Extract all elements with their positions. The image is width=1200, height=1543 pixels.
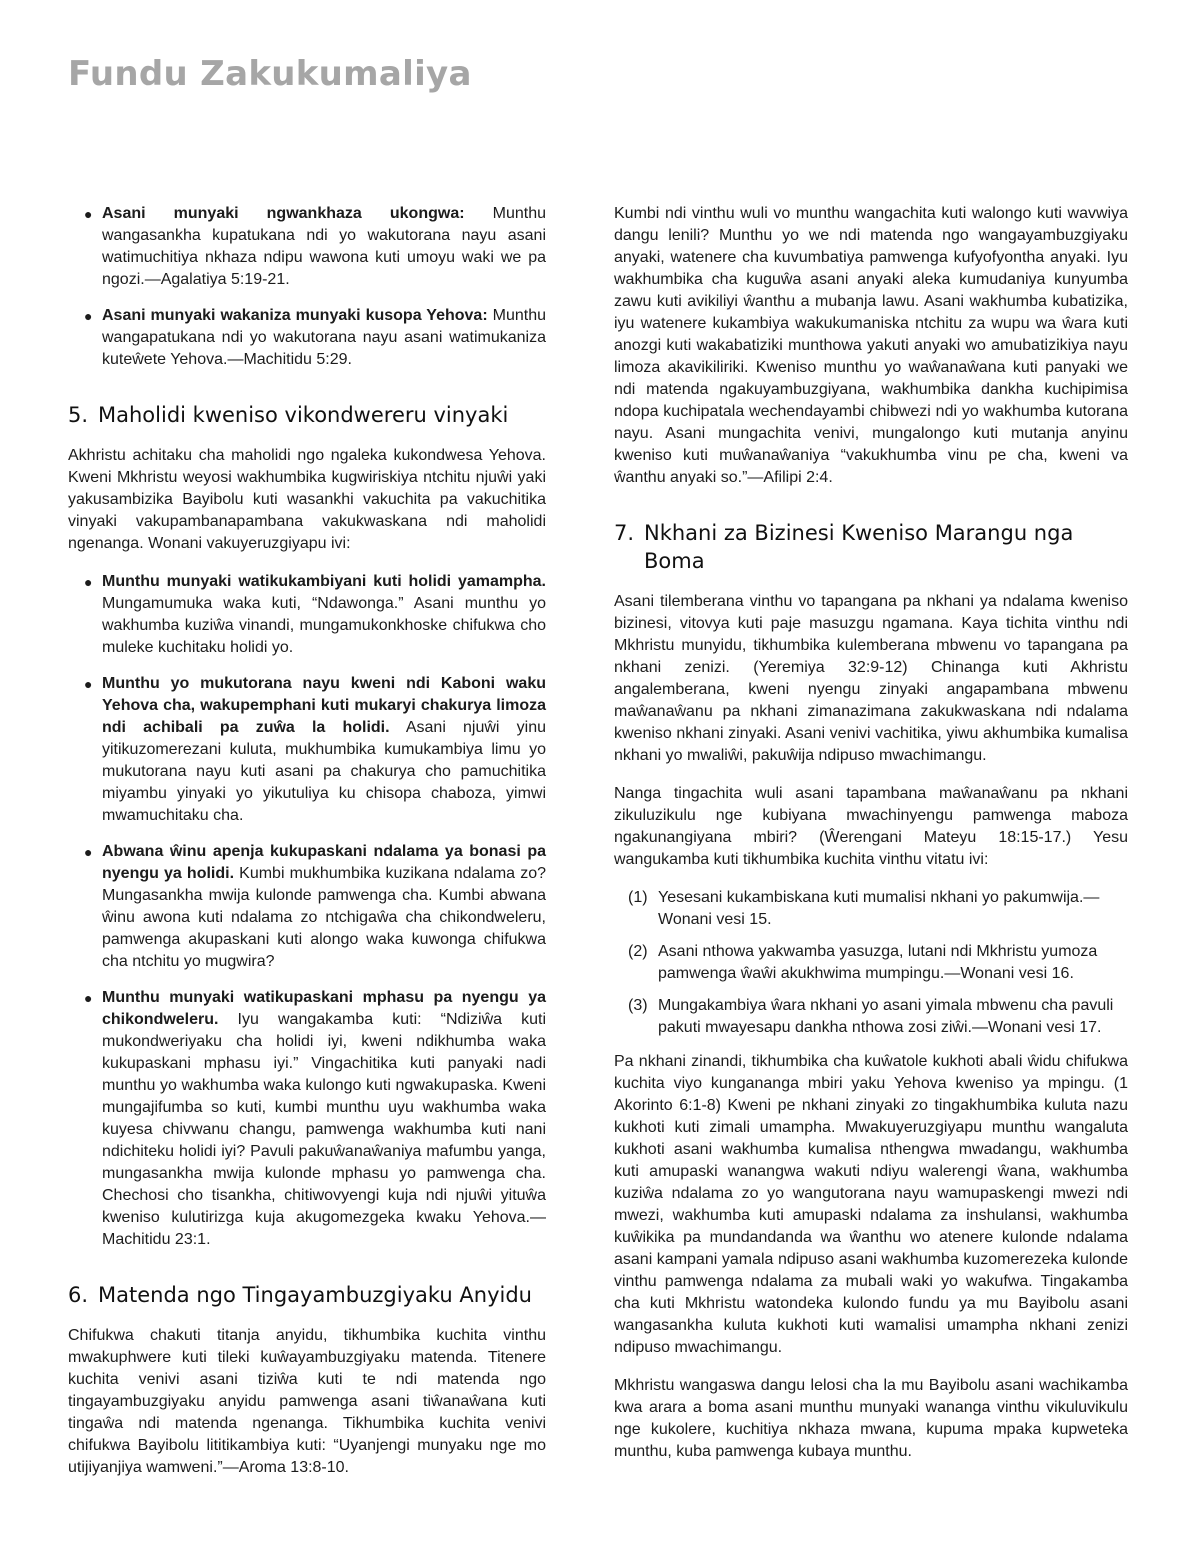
step-marker: (3) [628, 997, 648, 1014]
section-5-heading [68, 401, 546, 429]
list-item [614, 995, 1128, 1039]
bullet-lead: Munthu munyaki watikukambiyani kuti holidi yamampha. [102, 573, 546, 590]
list-item [68, 987, 546, 1251]
left-column [68, 203, 546, 1495]
right-column [614, 203, 1128, 1479]
intro-bullet-list [68, 203, 546, 371]
bullet-lead: Asani munyaki wakaniza munyaki kusopa Yehova: [102, 307, 488, 324]
bullet-text: Asani njuŵi yinu yitikuzomerezani kuluta, mukhumbika kumukambiya limu yo mukutorana nayu kuti asani pa chakurya cho pamuchitika miyambu yinyaki yo yikutuliya ku chisopa chaboza, yimwi mwamuchitaku cha. [102, 719, 546, 824]
section-number: 5. [68, 403, 89, 427]
section-title: Matenda ngo Tingayambuzgiyaku Anyidu [98, 1283, 532, 1307]
section-title: Nkhani za Bizinesi Kweniso Marangu nga Boma [644, 521, 1074, 573]
list-item [68, 571, 546, 659]
continued-paragraph: Kumbi ndi vinthu wuli vo munthu wangachita kuti walongo kuti wavwiya dangu lenili? Munthu yo we ndi matenda ngo wangayambuzgiyaku anyaki, watenere cha kuvumbatiya pamwenga kufyofyontha anyaki. Iyu wakhumbika cha kuguŵa asani anyaki aleka kumudaniya kunyumba zawu kuti avikiliyi ŵanthu a mubanja lawu. Asani wakhumba kubatizika, iyu watenere kukambiya wakukumaniska ntchitu za wupu wa ŵara kuti anozgi kuti wakabatiziki munthowa yakuti anyaki wo amubatizikiya nayu limoza akavikiliriki. Kweniso munthu yo waŵanaŵana kuti panyaki we ndi matenda ngakuyambuzgiyana, wakhumbika dankha kuchipimisa ndopa kuchipatala wechendayambi chibwezi ndi yo wakhumba kutorana nayu. Asani mungachita venivi, mungalongo kuti mutanja anyinu kweniso kuti muŵanaŵaniya “vakukhumba vinu pe cha, kweni va ŵanthu anyaki so.”—Afilipi 2:4. [614, 205, 1128, 486]
bullet-text: Munthu wangasankha kupatukana ndi yo wakutorana nayu asani watimuchitiya nkhaza ndipu wawona kuti umoyu waki we pa ngozi.—Agalatiya 5:19-21. [102, 205, 546, 288]
steps-list [614, 887, 1128, 1039]
section-7-heading [614, 519, 1128, 575]
bullet-icon: ● [84, 844, 93, 860]
step-text: Mungakambiya ŵara nkhani yo asani yimala mbwenu cha pavuli pakuti mwayesapu dankha nthowa zosi ziŵi.—Wonani vesi 17. [658, 997, 1114, 1036]
section-title: Maholidi kweniso vikondwereru vinyaki [98, 403, 509, 427]
step-text: Asani nthowa yakwamba yasuzga, lutani ndi Mkhristu yumoza pamwenga ŵaŵi akukhwima mumpingu.—Wonani vesi 16. [658, 943, 1098, 982]
bullet-text: Kumbi mukhumbika kuzikana ndalama zo? Mungasankha mwija kulonde pamwenga cha. Kumbi abwana ŵinu awona kuti ndalama zo ntchigaŵa cha chikondweleru, pamwenga akupaskani kuti alongo waka kuwonga chifukwa cha ntchitu yo mugwira? [102, 865, 546, 970]
list-item [614, 941, 1128, 985]
section-6-heading [68, 1281, 546, 1309]
bullet-icon: ● [84, 574, 93, 590]
bullet-text: Iyu wangakamba kuti: “Ndiziŵa kuti mukondweriyaku cha holidi iyi, kweni ndikhumba waka kukupaskani mphasu iyi.” Vingachitika kuti panyaki nadi munthu yo wakhumba waka kulongo kuti ngwakupaska. Kweni mungajifumba so kuti, kumbi munthu uyu wakhumba waka kuyesa chivwanu changu, pamwenga wakhumba kuti nani ndichiteku holidi iyi? Pavuli pakuŵanaŵaniya mafumbu yanga, mungasankha mwija kulonde mphasu yo pamwenga cha. Chechosi cho tisankha, chitiwovyengi kuja ndi njuŵi yituŵa kweniso kulutirizga kuja akugomezgeka kwaku Yehova.—Machitidu 23:1. [102, 1011, 546, 1248]
step-text: Yesesani kukambiskana kuti mumalisi nkhani yo pakumwija.—Wonani vesi 15. [658, 889, 1100, 928]
section-number: 7. [614, 521, 635, 545]
list-item [68, 305, 546, 371]
bullet-lead: Abwana ŵinu apenja kukupaskani ndalama ya bonasi pa nyengu ya holidi. [102, 843, 546, 882]
section-5-bullet-list [68, 571, 546, 1251]
bullet-text: Mungamumuka waka kuti, “Ndawonga.” Asani munthu yo wakhumba kuziŵa vinandi, mungamukonkhoske chifukwa cho muleke kuchitaku holidi yo. [102, 595, 546, 656]
section-5-paragraph: Akhristu achitaku cha maholidi ngo ngaleka kukondwesa Yehova. Kweni Mkhristu weyosi wakhumbika kugwiriskiya ntchitu njuŵi yaki yakusambizika Bayibolu kuti wasankhi vakuchita pa vakuchitika vinyaki vakupambanapambana vakukwaskana ndi maholidi ngenanga. Wonani vakuyeruzgiyapu ivi: [68, 447, 546, 552]
bullet-lead: Asani munyaki ngwankhaza ukongwa: [102, 205, 465, 222]
bullet-text: Munthu wangapatukana ndi yo wakutorana nayu asani watimukaniza kuteŵete Yehova.—Machitidu 5:29. [102, 307, 547, 368]
list-item [68, 841, 546, 973]
section-7-paragraph-3: Pa nkhani zinandi, tikhumbika cha kuŵatole kukhoti abali ŵidu chifukwa kuchita viyo kungananga mbiri yaku Yehova kweniso ya mpingu. (1 Akorinto 6:1-8) Kweni pe nkhani zinyaki zo tingakhumbika kuluta nazu kukhoti kuti zimali umampha. Mwakuyeruzgiyapu munthu wangaluta kukhoti asani wakhumba kumalisa nthengwa mwadangu, wakhumba kuti amupaski wanangwa wakuti ndiyu walerengi ŵana, wakhumba kuziŵa ndalama zo yo wangutorana nayu wamupaskengi mwezi ndi mwezi, wakhumba kuti amupaski ndalama za inshulansi, wakhumba kuŵikika pa mundandanda wa ŵanthu wo atenere kulonde ndalama asani kampani yamala ndipuso asani wakhumba kuzomerezeka kulonde vinthu pamwenga ndalama za mubali waki yo wakufwa. Tingakamba cha kuti Mkhristu watondeka kulondo fundu ya mu Bayibolu asani wangasankha kuluta kukhoti kuti wamalisi umampha nkhani zenizi ndipuso mwachimangu. [614, 1053, 1128, 1356]
section-7-paragraph-2: Nanga tingachita wuli asani tapambana maŵanaŵanu pa nkhani zikuluzikulu nge kubiyana mwachinyengu pamwenga maboza ngakunangiyana mbiri? (Ŵerengani Mateyu 18:15-17.) Yesu wangukamba kuti tikhumbika kuchita vinthu vitatu ivi: [614, 785, 1128, 868]
bullet-icon: ● [84, 308, 93, 324]
list-item [68, 673, 546, 827]
step-marker: (2) [628, 943, 648, 960]
section-6-paragraph: Chifukwa chakuti titanja anyidu, tikhumbika kuchita vinthu mwakuphwere kuti tileki kuŵayambuzgiyaku matenda. Titenere kuchita venivi asani tiziŵa kuti te ndi matenda ngo tingayambuzgiyaku anyidu pamwenga asani tiŵanaŵana kuti tingaŵa ndi matenda ngenanga. Tikhumbika kuchita venivi chifukwa Bayibolu lititikambiya kuti: “Uyanjengi munyaku nge mo utijiyanjiya wamweni.”—Aroma 13:8-10. [68, 1327, 546, 1476]
section-7-paragraph-4: Mkhristu wangaswa dangu lelosi cha la mu Bayibolu asani wachikamba kwa arara a boma asani munthu munyaki wananga vinthu vikuluvikulu nge kukolere, kuchitiya nkhaza mwana, kupuma mpaka kupweteka munthu, kuba pamwenga kubaya munthu. [614, 1377, 1128, 1460]
step-marker: (1) [628, 889, 648, 906]
bullet-lead: Munthu yo mukutorana nayu kweni ndi Kaboni waku Yehova cha, wakupemphani kuti mukaryi chakurya limoza ndi achibali pa zuŵa la holidi. [102, 675, 546, 736]
section-7-paragraph-1: Asani tilemberana vinthu vo tapangana pa nkhani ya ndalama kweniso bizinesi, vitovya kuti paje masuzgu ngamana. Kaya tichita vinthu ndi Mkhristu munyidu, tikhumbika kulemberana mbwenu vo tapangana pa nkhani zenizi. (Yeremiya 32:9-12) Chinanga kuti Akhristu angalemberana, kweni nyengu zinyaki angapambana mbwenu maŵanaŵanu pa nkhani zimanazimana zakukwaskana ndi ndalama kweniso nkhani zinyaki. Asani venivi vachitika, yiwu akhumbika kumalisa nkhani yo mwaliŵi, pakuŵija ndipuso mwachimangu. [614, 593, 1128, 764]
bullet-icon: ● [84, 676, 93, 692]
bullet-icon: ● [84, 206, 93, 222]
bullet-lead: Munthu munyaki watikupaskani mphasu pa nyengu ya chikondweleru. [102, 989, 546, 1028]
running-head: Fundu Zakukumaliya [68, 54, 472, 94]
list-item [68, 203, 546, 291]
bullet-icon: ● [84, 990, 93, 1006]
section-number: 6. [68, 1283, 89, 1307]
list-item [614, 887, 1128, 931]
